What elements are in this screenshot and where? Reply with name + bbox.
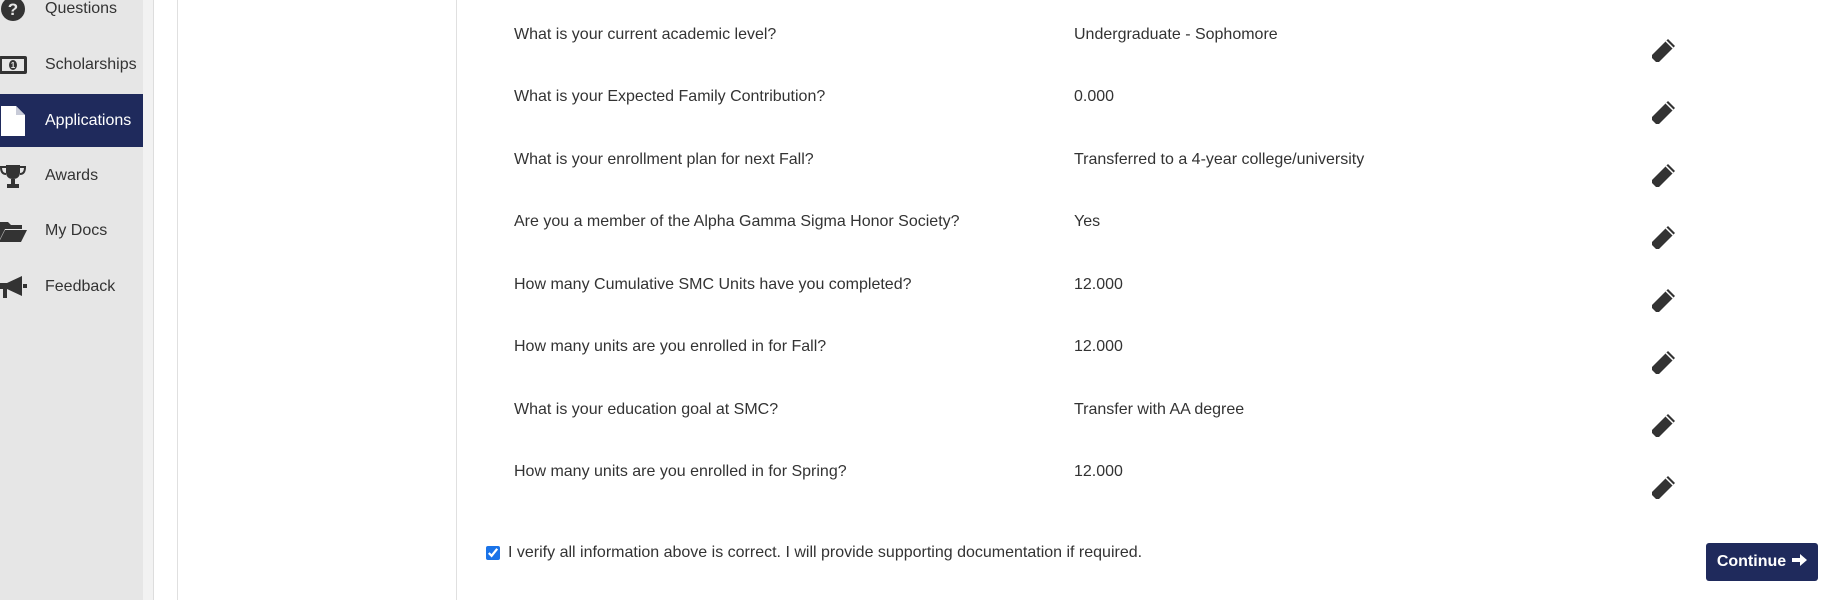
verify-row bbox=[486, 544, 1142, 562]
question-text: What is your Expected Family Contribution? bbox=[514, 88, 826, 105]
pencil-icon[interactable] bbox=[1648, 223, 1678, 253]
trophy-icon bbox=[0, 161, 28, 191]
pencil-icon[interactable] bbox=[1648, 348, 1678, 378]
sidebar-item-label: Awards bbox=[45, 166, 99, 184]
sidebar bbox=[0, 0, 143, 600]
document-icon bbox=[0, 106, 28, 136]
verify-checkbox[interactable] bbox=[486, 546, 500, 560]
answer-text: Undergraduate - Sophomore bbox=[1074, 26, 1278, 43]
answer-text: Yes bbox=[1074, 213, 1101, 230]
content-border bbox=[177, 0, 178, 600]
sidebar-item-my-docs[interactable] bbox=[0, 204, 143, 257]
pencil-icon[interactable] bbox=[1648, 98, 1678, 128]
svg-text:1: 1 bbox=[10, 60, 16, 70]
sidebar-item-label: Applications bbox=[45, 111, 132, 129]
list-item bbox=[514, 26, 1714, 76]
continue-button[interactable] bbox=[1706, 543, 1818, 581]
answer-text: 12.000 bbox=[1074, 463, 1123, 480]
sidebar-gutter bbox=[143, 0, 154, 600]
svg-text:?: ? bbox=[7, 0, 19, 19]
list-item bbox=[514, 463, 1714, 513]
pencil-icon[interactable] bbox=[1648, 286, 1678, 316]
megaphone-icon bbox=[0, 272, 28, 302]
content-border bbox=[456, 0, 457, 600]
question-text: What is your education goal at SMC? bbox=[514, 401, 779, 418]
answer-text: 0.000 bbox=[1074, 88, 1115, 105]
answer-text: 12.000 bbox=[1074, 276, 1123, 293]
list-item bbox=[514, 213, 1714, 263]
question-text: How many Cumulative SMC Units have you completed? bbox=[514, 276, 912, 293]
sidebar-item-awards[interactable] bbox=[0, 149, 143, 202]
pencil-icon[interactable] bbox=[1648, 473, 1678, 503]
sidebar-item-label: My Docs bbox=[45, 221, 108, 239]
question-text: How many units are you enrolled in for Fall? bbox=[514, 338, 827, 355]
sidebar-item-applications[interactable] bbox=[0, 94, 143, 147]
sidebar-item-label: Feedback bbox=[45, 277, 116, 295]
sidebar-item-questions[interactable] bbox=[0, 0, 143, 35]
question-circle-icon bbox=[0, 0, 28, 24]
sidebar-item-scholarships[interactable] bbox=[0, 38, 143, 91]
verify-label: I verify all information above is correct. I will provide supporting documentation if required. bbox=[508, 544, 1143, 561]
pencil-icon[interactable] bbox=[1648, 411, 1678, 441]
sidebar-item-label: Questions bbox=[45, 0, 118, 17]
list-item bbox=[514, 338, 1714, 388]
answer-text: Transfer with AA degree bbox=[1074, 401, 1245, 418]
arrow-right-icon bbox=[1792, 553, 1807, 572]
list-item bbox=[514, 276, 1714, 326]
folder-open-icon bbox=[0, 216, 28, 246]
list-item bbox=[514, 151, 1714, 201]
money-icon bbox=[0, 50, 28, 80]
sidebar-item-label: Scholarships bbox=[45, 55, 137, 73]
list-item bbox=[514, 401, 1714, 451]
list-item bbox=[514, 88, 1714, 138]
sidebar-item-feedback[interactable] bbox=[0, 260, 143, 313]
pencil-icon[interactable] bbox=[1648, 161, 1678, 191]
continue-label: Continue bbox=[1716, 553, 1787, 570]
question-text: Are you a member of the Alpha Gamma Sigma Honor Society? bbox=[514, 213, 960, 230]
question-text: How many units are you enrolled in for Spring? bbox=[514, 463, 847, 480]
pencil-icon[interactable] bbox=[1648, 36, 1678, 66]
question-text: What is your current academic level? bbox=[514, 26, 777, 43]
answer-text: 12.000 bbox=[1074, 338, 1123, 355]
question-text: What is your enrollment plan for next Fall? bbox=[514, 151, 814, 168]
answer-text: Transferred to a 4-year college/university bbox=[1074, 151, 1365, 168]
